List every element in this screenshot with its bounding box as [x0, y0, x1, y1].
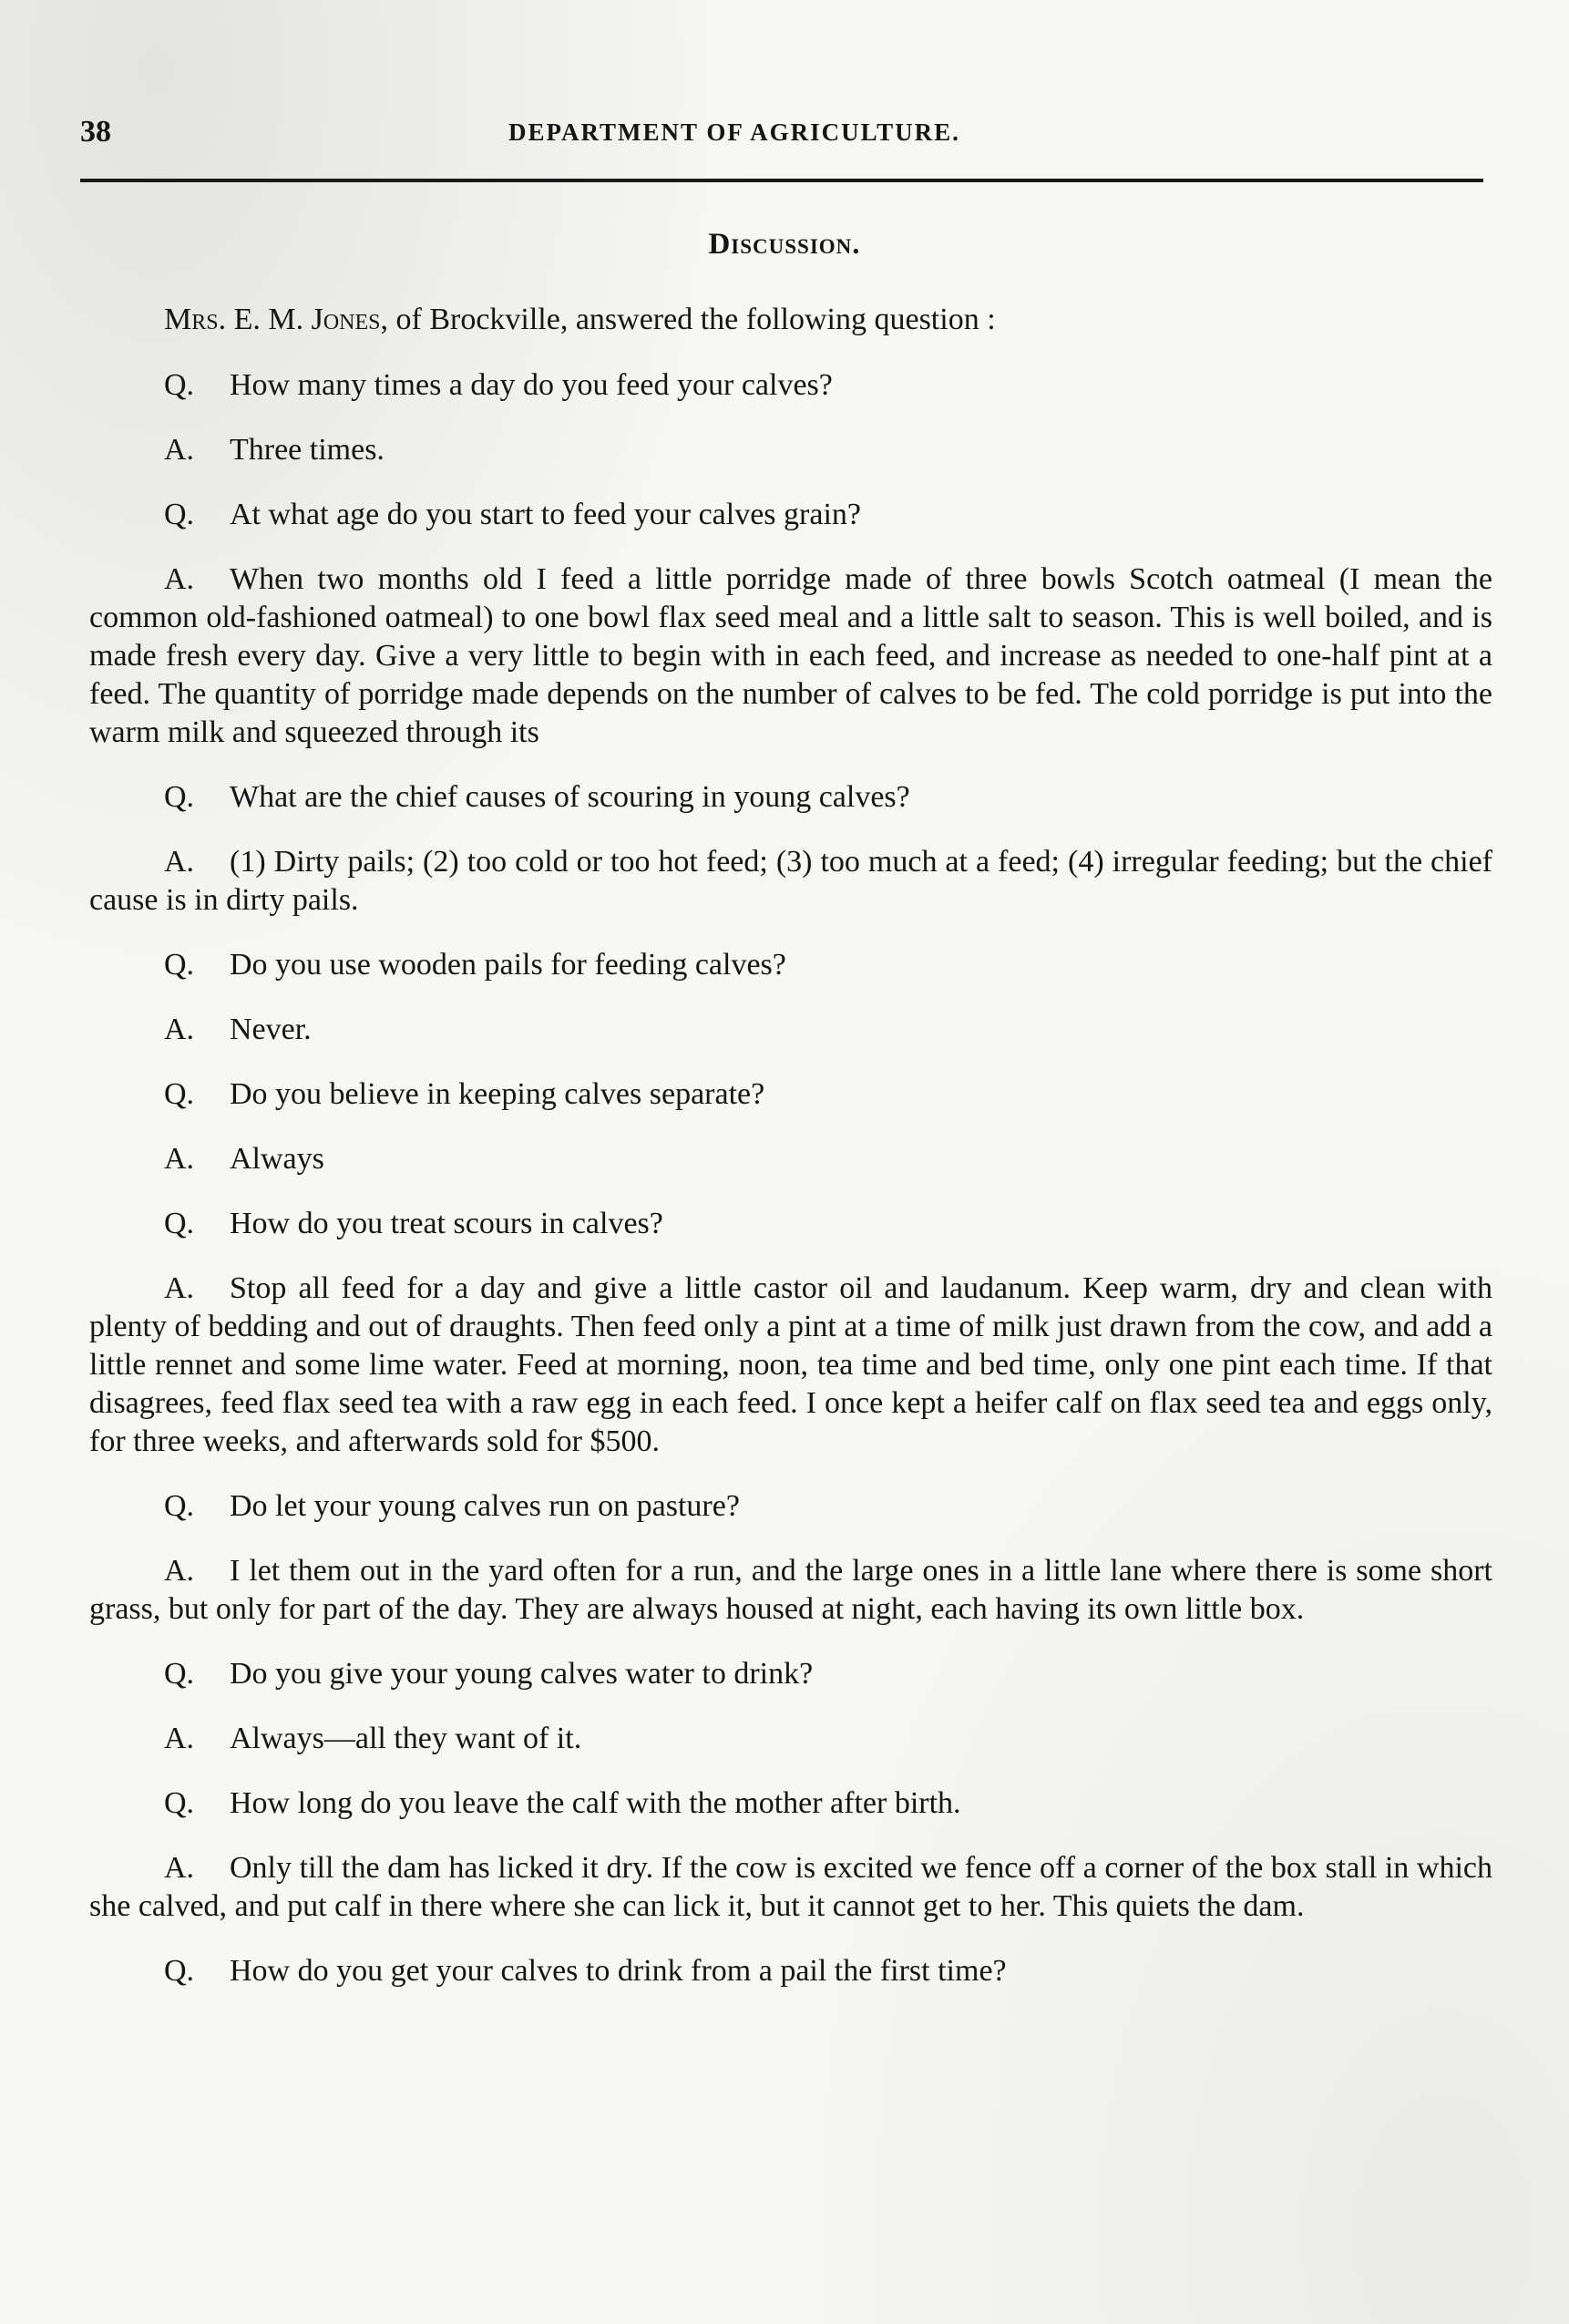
qa-text: Do you believe in keeping calves separate?: [230, 1077, 765, 1111]
qa-marker: Q.: [164, 1657, 195, 1691]
qa-marker: Q.: [164, 948, 195, 982]
qa-paragraph: [89, 1075, 1492, 1114]
qa-text: Do let your young calves run on pasture?: [230, 1489, 740, 1523]
qa-marker: A.: [164, 433, 195, 467]
running-head: DEPARTMENT OF AGRICULTURE.: [508, 118, 960, 146]
header-rule: [80, 179, 1483, 182]
qa-text: How long do you leave the calf with the mother after birth.: [230, 1786, 961, 1820]
qa-text: At what age do you start to feed your calves grain?: [230, 498, 861, 531]
qa-paragraph: [89, 843, 1492, 920]
qa-text: I let them out in the yard often for a run, and the large ones in a little lane where there is some short grass, but only for part of the day. They are always housed at night, each having its own little box.: [89, 1554, 1492, 1626]
qa-paragraph: [89, 496, 1492, 534]
qa-paragraph: [89, 1784, 1492, 1823]
qa-text: Only till the dam has licked it dry. If the cow is excited we fence off a corner of the box stall in which she calved, and put calf in there where she can lick it, but it cannot get to her. This quiets the dam.: [89, 1851, 1492, 1923]
qa-marker: A.: [164, 1722, 195, 1755]
qa-paragraph: [89, 1487, 1492, 1526]
qa-paragraph: [89, 1011, 1492, 1049]
qa-text: How many times a day do you feed your calves?: [230, 368, 833, 402]
qa-marker: A.: [164, 1851, 195, 1885]
qa-marker: Q.: [164, 368, 195, 402]
qa-paragraph: [89, 946, 1492, 984]
qa-text: Do you use wooden pails for feeding calves?: [230, 948, 786, 982]
qa-text: Stop all feed for a day and give a little castor oil and laudanum. Keep warm, dry and clean with plenty of bedding and out of draughts. Then feed only a pint at a time of milk just drawn from the cow, and add a little rennet and some lime water. Feed at morning, noon, tea time and bed time, only one pint each time. If that disagrees, feed flax seed tea with a raw egg in each feed. I once kept a heifer calf on flax seed tea and eggs only, for three weeks, and afterwards sold for $500.: [89, 1271, 1492, 1458]
qa-text: Do you give your young calves water to drink?: [230, 1657, 814, 1691]
qa-marker: Q.: [164, 1954, 195, 1988]
qa-paragraph: [89, 778, 1492, 817]
section-heading: Discussion.: [708, 228, 861, 261]
qa-paragraph: [89, 1952, 1492, 1990]
intro-text: , of Brockville, answered the following question :: [380, 303, 996, 336]
qa-paragraph: [89, 366, 1492, 405]
qa-marker: A.: [164, 1271, 195, 1305]
page-header: [80, 108, 1483, 162]
page-number: 38: [80, 115, 111, 149]
qa-text: Always: [230, 1142, 324, 1176]
qa-text: Always—all they want of it.: [230, 1722, 582, 1755]
qa-paragraph: [89, 1849, 1492, 1926]
qa-paragraph: [89, 1205, 1492, 1243]
qa-text: Three times.: [230, 433, 385, 467]
qa-marker: Q.: [164, 1207, 195, 1240]
qa-marker: Q.: [164, 498, 195, 531]
qa-marker: A.: [164, 1554, 195, 1588]
qa-text: What are the chief causes of scouring in young calves?: [230, 780, 910, 814]
qa-text: When two months old I feed a little porridge made of three bowls Scotch oatmeal (I mean the common old-fashioned oatmeal) to one bowl flax seed meal and a little salt to season. This is well boiled, and is made fresh every day. Give a very little to begin with in each feed, and increase as needed to one-half pint at a feed. The quantity of porridge made depends on the number of calves to be fed. The cold porridge is put into the warm milk and squeezed through its: [89, 562, 1492, 749]
speaker-name: Mrs. E. M. Jones: [164, 303, 381, 336]
qa-paragraph: [89, 1552, 1492, 1629]
qa-paragraph: [89, 1720, 1492, 1758]
qa-paragraph: [89, 1270, 1492, 1461]
qa-marker: A.: [164, 1013, 195, 1046]
discussion-body: [89, 301, 1492, 2017]
qa-text: (1) Dirty pails; (2) too cold or too hot feed; (3) too much at a feed; (4) irregular feeding; but the chief cause is in dirty pails.: [89, 845, 1492, 917]
qa-text: Never.: [230, 1013, 312, 1046]
qa-marker: A.: [164, 1142, 195, 1176]
qa-marker: Q.: [164, 1489, 195, 1523]
qa-paragraph: [89, 1140, 1492, 1178]
intro-paragraph: [89, 301, 1492, 339]
qa-paragraph: [89, 431, 1492, 469]
qa-marker: A.: [164, 562, 195, 596]
qa-marker: Q.: [164, 1077, 195, 1111]
qa-text: How do you get your calves to drink from a pail the first time?: [230, 1954, 1007, 1988]
qa-text: How do you treat scours in calves?: [230, 1207, 663, 1240]
qa-paragraph: [89, 560, 1492, 752]
qa-marker: Q.: [164, 780, 195, 814]
qa-paragraph: [89, 1655, 1492, 1693]
qa-marker: Q.: [164, 1786, 195, 1820]
qa-marker: A.: [164, 845, 195, 879]
